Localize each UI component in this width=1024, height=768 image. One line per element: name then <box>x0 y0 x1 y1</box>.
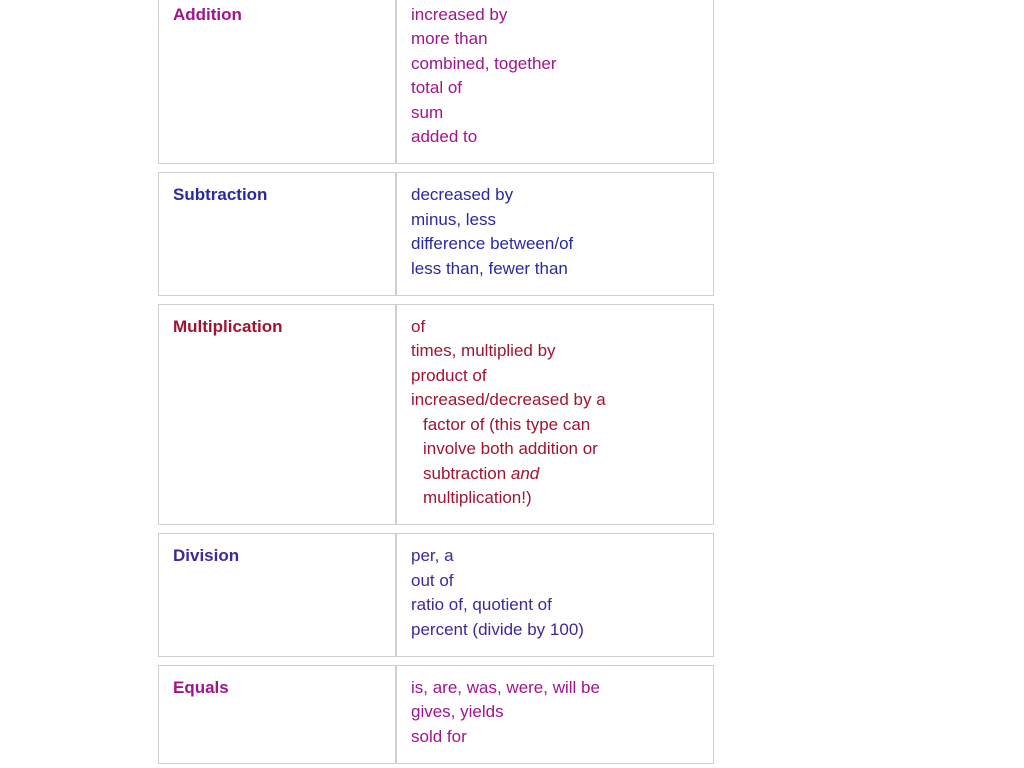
keyword-line: is, are, was, were, will be <box>411 677 600 697</box>
keyword-line: of <box>411 317 426 337</box>
keyword-line: sum <box>411 102 444 122</box>
keywords-cell <box>396 0 714 164</box>
keyword-line: per, a <box>411 546 454 566</box>
table-row <box>158 0 714 164</box>
keyword-line: out of <box>411 570 454 590</box>
row-spacer-cell <box>158 525 714 533</box>
left-margin <box>0 0 158 768</box>
row-spacer-cell <box>158 657 714 665</box>
keywords-cell <box>396 172 714 296</box>
keyword-line: involve both addition or <box>423 439 598 459</box>
operation-name-cell: Equals <box>158 665 396 764</box>
keywords-cell <box>396 533 714 657</box>
operation-name-cell: Division <box>158 533 396 657</box>
operation-name-cell: Subtraction <box>158 172 396 296</box>
keyword-line: increased by <box>411 5 508 24</box>
keyword-line: times, multiplied by <box>411 341 556 361</box>
keyword-line: total of <box>411 78 463 98</box>
row-spacer-cell <box>158 164 714 172</box>
keyword-line: product of <box>411 365 487 385</box>
keywords-table-wrapper <box>158 0 686 764</box>
keyword-line: sold for <box>411 726 467 746</box>
keyword-line: minus, less <box>411 209 497 229</box>
row-spacer <box>158 657 714 665</box>
keyword-line: difference between/of <box>411 234 574 254</box>
right-margin <box>686 0 1024 768</box>
row-spacer <box>158 525 714 533</box>
table-row <box>158 172 714 296</box>
keyword-line: ratio of, quotient of <box>411 595 552 615</box>
row-spacer <box>158 164 714 172</box>
table-row <box>158 665 714 764</box>
keyword-line: more than <box>411 29 488 49</box>
keyword-line: combined, together <box>411 53 557 73</box>
keyword-emphasis: and <box>510 463 540 483</box>
table-row <box>158 304 714 525</box>
row-spacer <box>158 296 714 304</box>
keyword-line: subtraction and <box>423 463 540 483</box>
keyword-line: gives, yields <box>411 702 504 722</box>
keywords-cell <box>396 304 714 525</box>
operation-keywords-table <box>158 0 714 764</box>
keyword-line: increased/decreased by a <box>411 390 606 410</box>
keywords-cell <box>396 665 714 764</box>
keyword-line: added to <box>411 127 478 147</box>
operation-name-cell: Addition <box>158 0 396 164</box>
operation-name-cell: Multiplication <box>158 304 396 525</box>
table-row <box>158 533 714 657</box>
keyword-line: multiplication!) <box>423 487 532 507</box>
keyword-line: less than, fewer than <box>411 258 568 278</box>
keyword-line: percent (divide by 100) <box>411 619 584 639</box>
table-body <box>158 0 714 764</box>
keyword-line: factor of (this type can <box>423 414 591 434</box>
keyword-line: decreased by <box>411 185 514 205</box>
row-spacer-cell <box>158 296 714 304</box>
